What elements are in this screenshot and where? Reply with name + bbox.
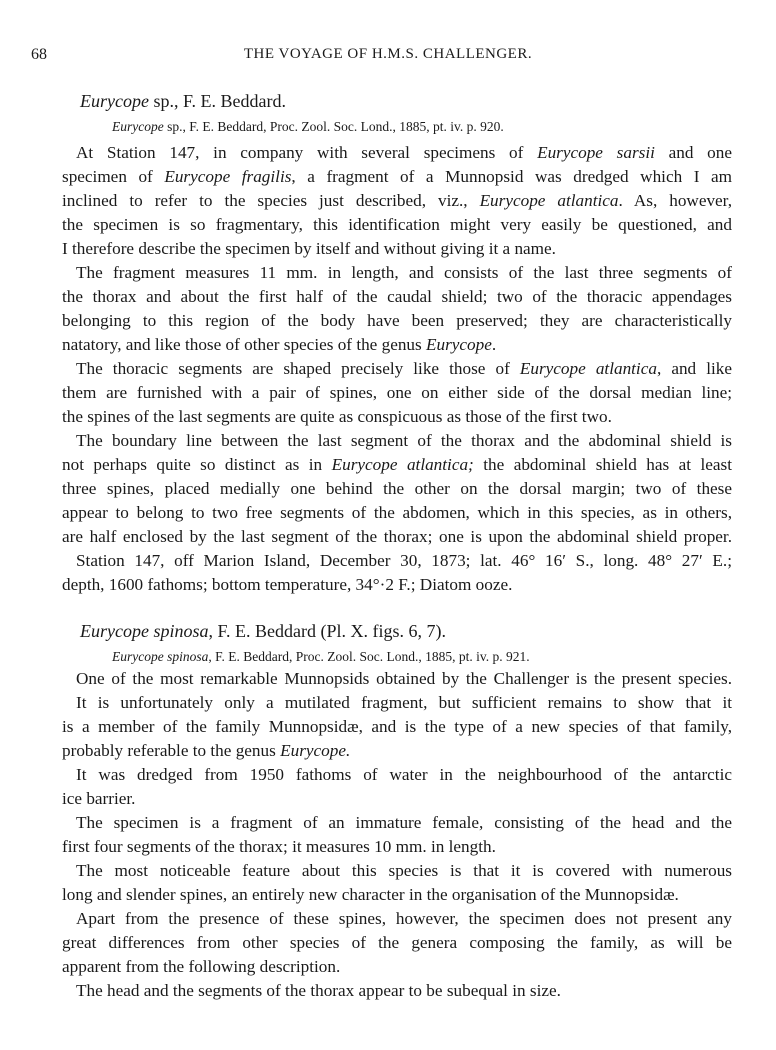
text-line: belonging to this region of the body have been preserved; they are characteristically bbox=[62, 311, 732, 330]
italic-taxon: Eurycope atlantica bbox=[519, 359, 657, 378]
text-line: I therefore describe the specimen by itself and without giving it a name. bbox=[62, 239, 556, 258]
italic-taxon: Eurycope atlantica; bbox=[331, 455, 474, 474]
italic-taxon: Eurycope bbox=[112, 119, 164, 134]
text-line: the thorax and about the first half of the caudal shield; two of the thoracic appendages bbox=[62, 287, 732, 306]
citation-line: Eurycope spinosa, F. E. Beddard, Proc. Zool. Soc. Lond., 1885, pt. iv. p. 921. bbox=[112, 649, 530, 664]
section-heading: Eurycope sp., F. E. Beddard. bbox=[80, 91, 287, 111]
text-line: ice barrier. bbox=[62, 789, 136, 808]
text-line: great differences from other species of the genera composing the family, as will be bbox=[62, 933, 732, 952]
section-heading: Eurycope spinosa, F. E. Beddard (Pl. X. figs. 6, 7). bbox=[80, 621, 447, 641]
citation-line: Eurycope sp., F. E. Beddard, Proc. Zool. Soc. Lond., 1885, pt. iv. p. 920. bbox=[112, 119, 504, 134]
text-line: is a member of the family Munnopsidæ, and is the type of a new species of that family, bbox=[62, 717, 732, 736]
text-line: One of the most remarkable Munnopsids obtained by the Challenger is the present species. bbox=[76, 669, 732, 688]
italic-taxon: Eurycope atlantica bbox=[479, 191, 619, 210]
text-line: The fragment measures 11 mm. in length, and consists of the last three segments of bbox=[76, 263, 732, 282]
text-line: The head and the segments of the thorax appear to be subequal in size. bbox=[76, 981, 561, 1000]
text-line: The specimen is a fragment of an immature female, consisting of the head and the bbox=[76, 813, 732, 832]
italic-taxon: Eurycope fragilis bbox=[164, 167, 292, 186]
italic-taxon: Eurycope spinosa bbox=[80, 621, 209, 641]
text-line: long and slender spines, an entirely new character in the organisation of the Munnopsidæ. bbox=[62, 885, 679, 904]
italic-taxon: Eurycope sarsii bbox=[537, 143, 655, 162]
text-line: the spines of the last segments are quite as conspicuous as those of the first two. bbox=[62, 407, 612, 426]
italic-taxon: Eurycope bbox=[80, 91, 149, 111]
italic-taxon: Eurycope bbox=[426, 335, 492, 354]
text-line: them are furnished with a pair of spines, one on either side of the dorsal median line; bbox=[62, 383, 732, 402]
text-line: specimen of Eurycope fragilis, a fragment of a Munnopsid was dredged which I am bbox=[62, 167, 732, 186]
text-line: first four segments of the thorax; it measures 10 mm. in length. bbox=[62, 837, 496, 856]
text-line: appear to belong to two free segments of the abdomen, which in this species, as in others, bbox=[62, 503, 732, 522]
text-line: not perhaps quite so distinct as in Eurycope atlantica; the abdominal shield has at least bbox=[62, 455, 732, 474]
text-line: Apart from the presence of these spines, however, the specimen does not present any bbox=[76, 909, 732, 928]
text-line: It is unfortunately only a mutilated fragment, but sufficient remains to show that it bbox=[76, 693, 732, 712]
text-line: inclined to refer to the species just described, viz., Eurycope atlantica. As, however, bbox=[62, 191, 733, 210]
text-line: probably referable to the genus Eurycope. bbox=[62, 741, 351, 760]
text-line: three spines, placed medially one behind the other on the dorsal margin; two of these bbox=[62, 479, 732, 498]
text-line: apparent from the following description. bbox=[62, 957, 341, 976]
text-line: Station 147, off Marion Island, December 30, 1873; lat. 46° 16′ S., long. 48° 27′ E.; bbox=[76, 551, 732, 570]
italic-taxon: Eurycope spinosa bbox=[112, 649, 209, 664]
text-line: The thoracic segments are shaped precisely like those of Eurycope atlantica, and like bbox=[76, 359, 732, 378]
text-line: The most noticeable feature about this species is that it is covered with numerous bbox=[76, 861, 732, 880]
text-line: The boundary line between the last segment of the thorax and the abdominal shield is bbox=[76, 431, 732, 450]
italic-taxon: Eurycope. bbox=[280, 741, 351, 760]
page-number: 68 bbox=[31, 46, 47, 63]
text-line: natatory, and like those of other species of the genus Eurycope. bbox=[62, 335, 497, 354]
text-line: It was dredged from 1950 fathoms of water in the neighbourhood of the antarctic bbox=[76, 765, 732, 784]
running-head: THE VOYAGE OF H.M.S. CHALLENGER. bbox=[243, 46, 533, 62]
text-line: At Station 147, in company with several specimens of Eurycope sarsii and one bbox=[76, 143, 732, 162]
text-line: depth, 1600 fathoms; bottom temperature, 34°·2 F.; Diatom ooze. bbox=[62, 575, 513, 594]
text-line: the specimen is so fragmentary, this identification might very easily be questioned, and bbox=[62, 215, 732, 234]
text-line: are half enclosed by the last segment of the thorax; one is upon the abdominal shield proper. bbox=[62, 527, 732, 546]
